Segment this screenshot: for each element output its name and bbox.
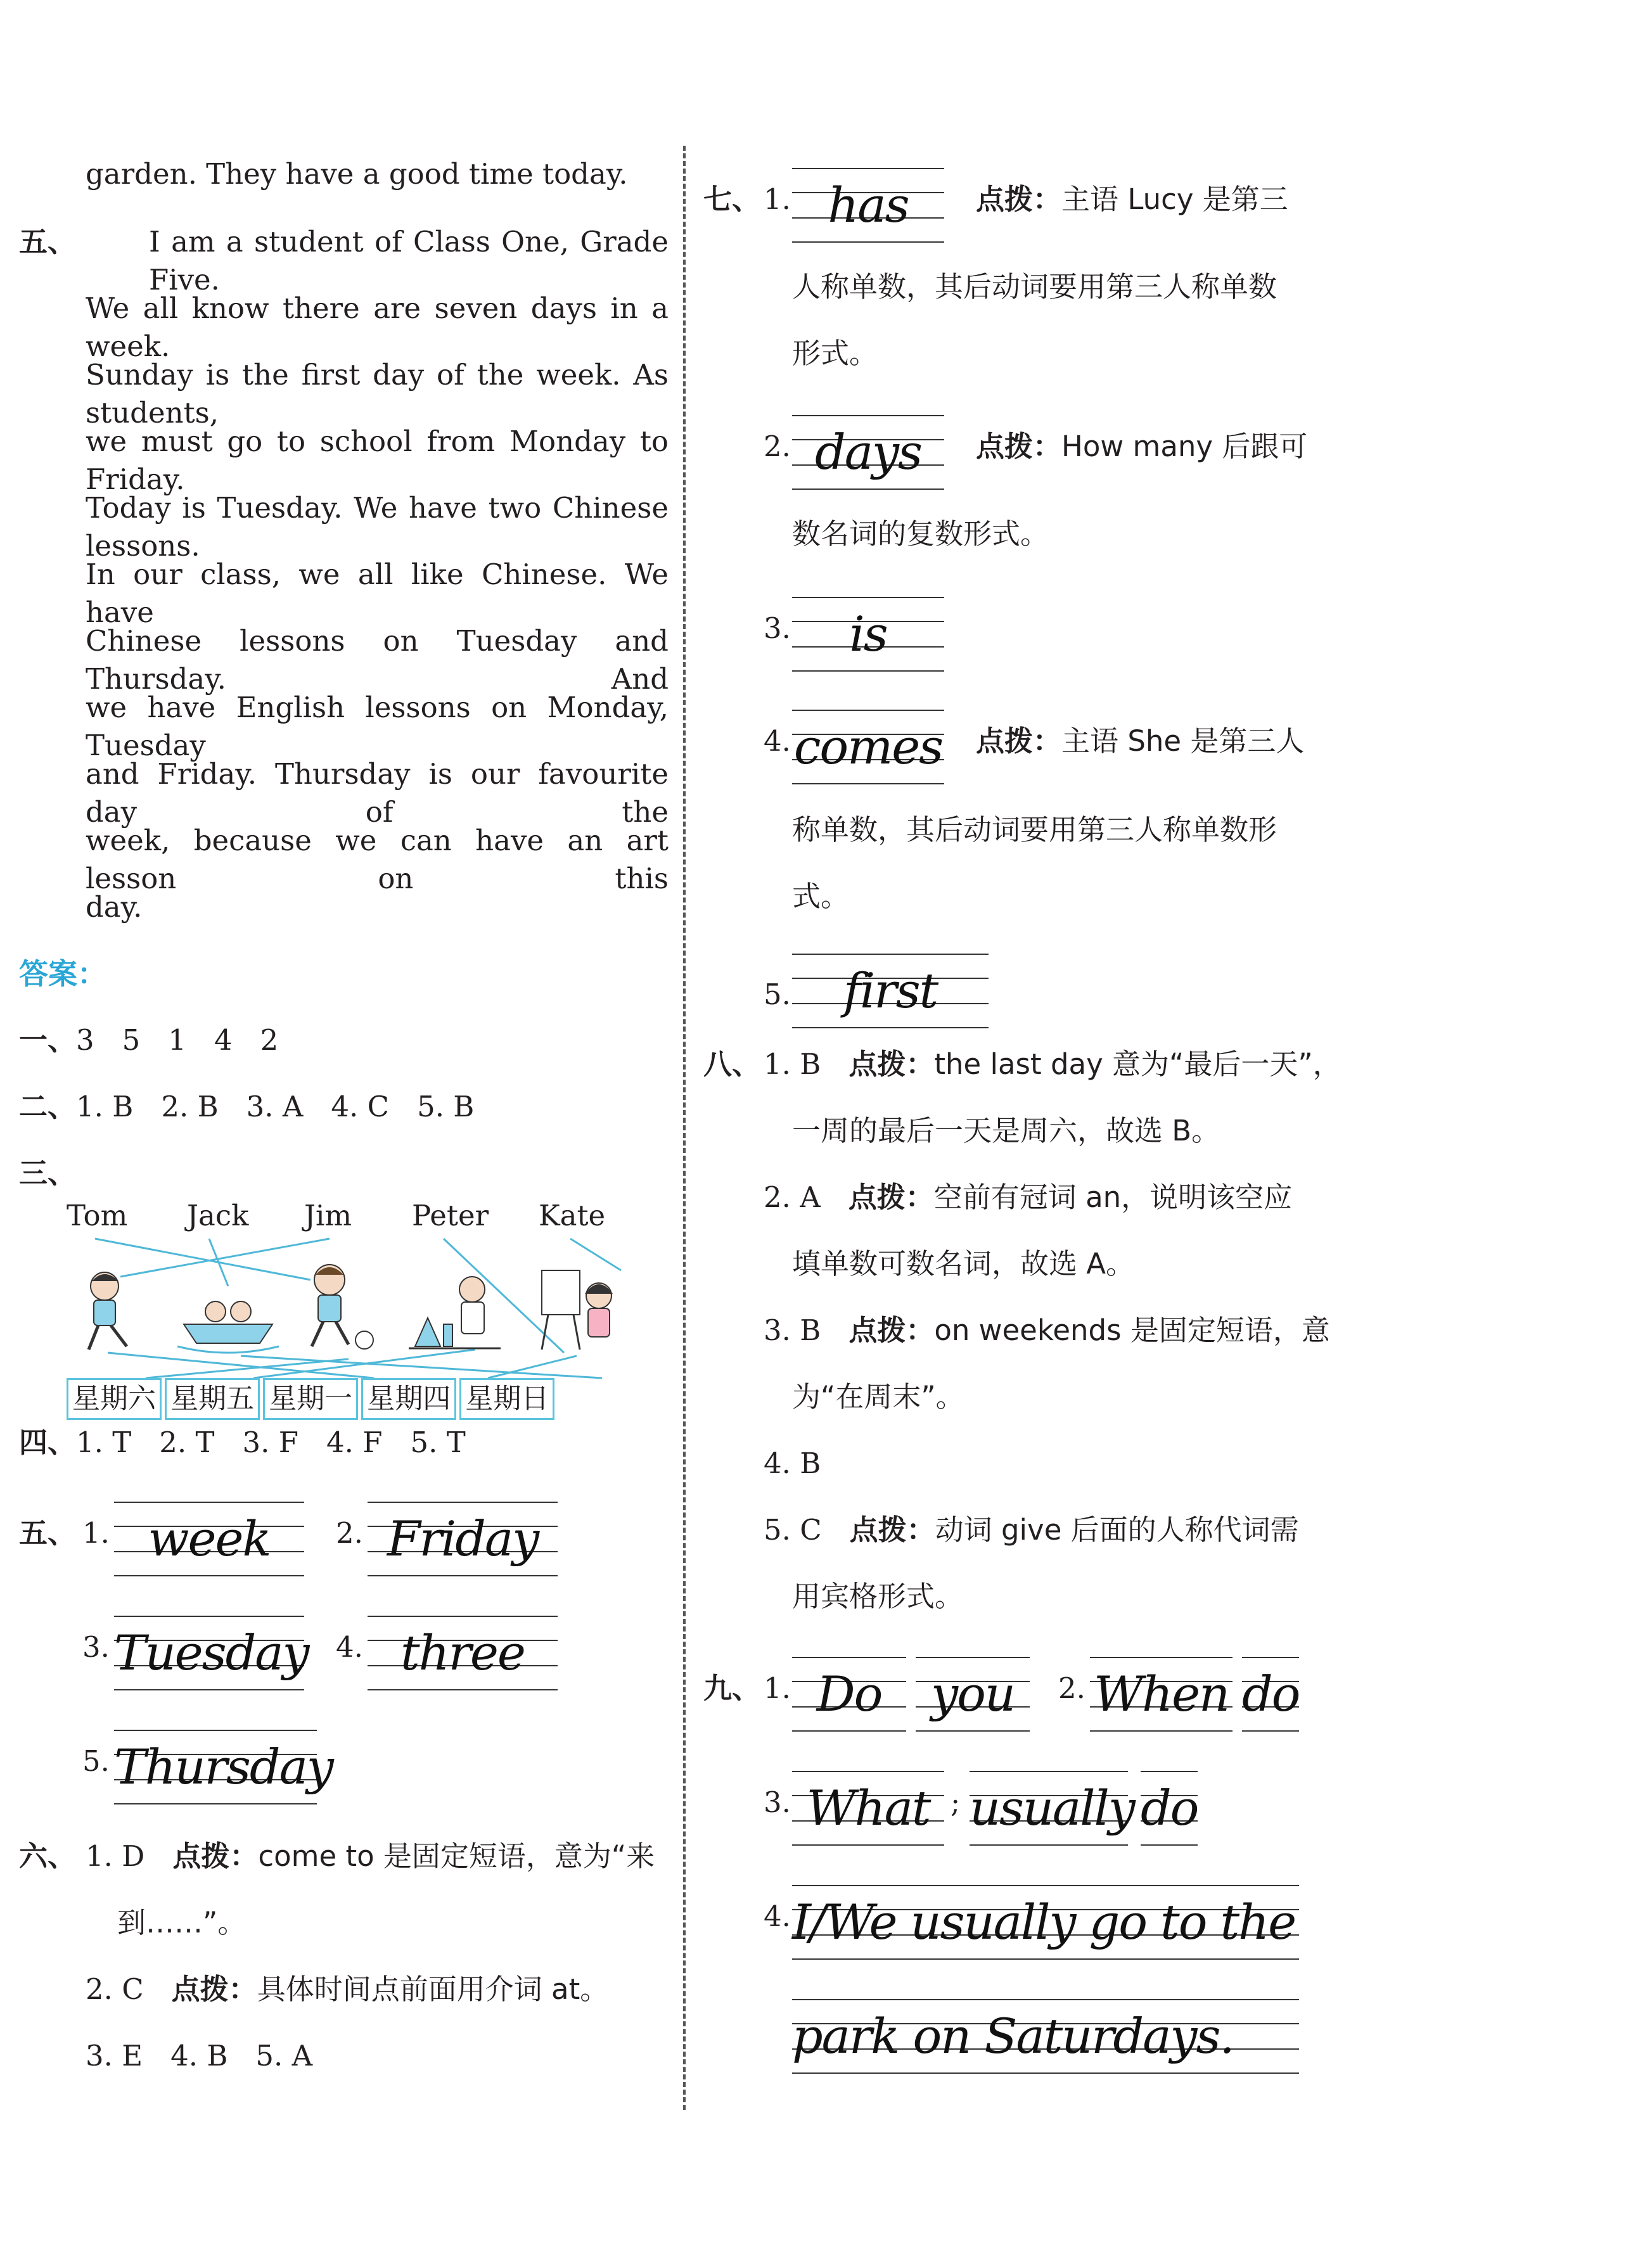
section-2-row — [19, 1088, 474, 1126]
column-divider — [683, 146, 686, 2110]
handwriting-answer: Thursday — [114, 1730, 317, 1804]
science-lab-illustration — [409, 1277, 501, 1348]
boat-illustration — [177, 1301, 279, 1353]
day-box: 星期一 — [263, 1378, 358, 1420]
answer-item: 5. B — [417, 1090, 475, 1123]
section-6-items-3-5: 3. E 4. B 5. A — [86, 2039, 313, 2072]
tip-text: 一周的最后一天是周六，故选 B。 — [792, 1114, 1220, 1147]
handwriting-answer: Tuesday — [114, 1616, 304, 1690]
handwriting-answer: do — [1242, 1657, 1299, 1732]
match-line — [570, 1239, 621, 1270]
section-8-item-2: 2. A 点拨：空前有冠词 an，说明该空应 — [764, 1180, 1293, 1214]
match-line — [253, 1350, 475, 1378]
kid-running-illustration — [89, 1272, 127, 1350]
passage-line: I am a student of Class One, Grade Five. — [149, 225, 669, 297]
item-number: 5. — [82, 1744, 110, 1778]
item-number: 2. — [764, 430, 791, 463]
answer-item: 1. B — [76, 1090, 134, 1123]
tip-text: 数名词的复数形式。 — [792, 517, 1049, 551]
day-box: 星期四 — [361, 1378, 456, 1420]
name-jim: Jim — [304, 1199, 352, 1232]
tip-1: 点拨：主语 Lucy 是第三 — [976, 182, 1288, 216]
item-number: 3. — [82, 1630, 110, 1664]
section-7-marker: 七、 — [703, 182, 761, 216]
name-jack: Jack — [187, 1199, 249, 1232]
section-6-item-1: 1. D 点拨：come to 是固定短语，意为“来 — [86, 1839, 655, 1873]
match-line — [146, 1359, 349, 1378]
match-line — [95, 1239, 311, 1280]
item-number: 1. — [764, 182, 791, 216]
match-line — [120, 1239, 330, 1277]
tip-label: 点拨： — [171, 1972, 257, 2006]
handwriting-answer: first — [792, 954, 989, 1028]
passage-line: we have English lessons on Monday, Tuesday — [86, 691, 669, 762]
answer-item: 1. T — [76, 1426, 132, 1459]
tip-text: 式。 — [792, 879, 850, 913]
section-6-marker: 六、 — [19, 1839, 77, 1873]
separator: ; — [951, 1785, 961, 1819]
match-line — [241, 1356, 602, 1378]
handwriting-answer: do — [1141, 1771, 1198, 1846]
passage-line: Chinese lessons on Tuesday and Thursday. And — [86, 624, 669, 696]
section-8-item-1: 1. B 点拨：the last day 意为“最后一天”， — [764, 1047, 1341, 1081]
passage-line: garden. They have a good time today. — [86, 157, 628, 191]
item-number: 3. — [764, 611, 791, 645]
passage-line: day. — [86, 890, 143, 924]
item-number: 1. — [764, 1671, 791, 1705]
kid-football-illustration — [312, 1265, 373, 1349]
answer-item: 1 — [168, 1023, 186, 1057]
section-1-row — [19, 1021, 278, 1059]
section-1-marker: 一、 — [19, 1023, 77, 1057]
section-2-marker: 二、 — [19, 1090, 77, 1123]
handwriting-answer: usually — [970, 1771, 1128, 1846]
answers-title: 答案： — [19, 957, 106, 991]
section-8-marker: 八、 — [703, 1047, 761, 1081]
section-8-item-3: 3. B 点拨：on weekends 是固定短语，意 — [764, 1313, 1330, 1347]
passage-line: In our class, we all like Chinese. We have — [86, 558, 669, 629]
passage-line: week, because we can have an art lesson on this — [86, 824, 669, 895]
answer-item: 4 — [214, 1023, 233, 1057]
day-boxes — [67, 1378, 554, 1420]
answer-item: 3. F — [242, 1426, 299, 1459]
tip-text: 形式。 — [792, 336, 878, 370]
passage-line: and Friday. Thursday is our favourite day of the — [86, 757, 669, 829]
passage-line: Today is Tuesday. We have two Chinese lessons. — [86, 491, 669, 563]
answer-item: 5. T — [410, 1426, 466, 1459]
section-3-marker: 三、 — [19, 1156, 77, 1190]
passage-line: Sunday is the first day of the week. As students, — [86, 358, 669, 430]
handwriting-answer: comes — [792, 710, 944, 784]
handwriting-answer: What — [792, 1771, 944, 1846]
handwriting-answer: Do — [792, 1657, 906, 1732]
tip-text: 人称单数，其后动词要用第三人称单数 — [792, 270, 1277, 303]
item-number: 3. — [764, 1785, 791, 1819]
handwriting-answer: has — [792, 168, 944, 243]
match-line — [488, 1356, 577, 1378]
section-8-item-5: 5. C 点拨：动词 give 后面的人称代词需 — [764, 1513, 1299, 1547]
item-number: 5. — [764, 978, 791, 1011]
section-5-marker: 五、 — [19, 225, 77, 259]
name-tom: Tom — [67, 1199, 128, 1232]
handwriting-answer: Friday — [368, 1502, 558, 1576]
item-number: 2. — [336, 1516, 363, 1550]
answer-item: 4. C — [331, 1090, 390, 1123]
item-number: 4. — [764, 724, 791, 758]
tip-2: 点拨：How many 后跟可 — [976, 430, 1308, 463]
tip-text: 为“在周末”。 — [792, 1380, 964, 1414]
item-number: 4. — [336, 1630, 363, 1664]
passage-line: We all know there are seven days in a week. — [86, 291, 669, 363]
section-9-marker: 九、 — [703, 1671, 761, 1705]
passage-line: we must go to school from Monday to Friday. — [86, 425, 669, 496]
handwriting-answer: park on Saturdays. — [792, 1999, 1299, 2074]
name-peter: Peter — [412, 1199, 489, 1232]
name-kate: Kate — [539, 1199, 606, 1232]
day-box: 星期六 — [67, 1378, 162, 1420]
handwriting-answer: you — [916, 1657, 1030, 1732]
answer-item: 2. T — [159, 1426, 215, 1459]
answer-item: 3. A — [246, 1090, 304, 1123]
painting-illustration — [542, 1270, 613, 1350]
section-4-marker: 四、 — [19, 1426, 77, 1459]
handwriting-answer: week — [114, 1502, 304, 1576]
tip-label: 点拨： — [172, 1839, 259, 1873]
tip-text: 用宾格形式。 — [792, 1580, 964, 1613]
section-4-row — [19, 1424, 466, 1462]
matching-names — [19, 1199, 665, 1237]
answer-item: 2. B — [161, 1090, 219, 1123]
item-number: 4. — [764, 1900, 791, 1933]
handwriting-answer: When — [1090, 1657, 1233, 1732]
tip-4: 点拨：主语 She 是第三人 — [976, 724, 1305, 758]
handwriting-answer: is — [792, 597, 944, 672]
answer-item: 2 — [260, 1023, 279, 1057]
answer-item: 4. F — [326, 1426, 383, 1459]
section-5-answer-marker: 五、 — [19, 1516, 77, 1550]
answer-item: 3 — [76, 1023, 94, 1057]
section-8-item-4: 4. B — [764, 1446, 821, 1480]
answer-item: 5 — [122, 1023, 141, 1057]
handwriting-answer: three — [368, 1616, 558, 1690]
handwriting-answer: I/We usually go to the — [792, 1885, 1299, 1960]
tip-text: 填单数可数名词，故选 A。 — [792, 1247, 1135, 1280]
section-6-item-1-cont: 到……”。 — [117, 1906, 247, 1939]
item-number: 1. — [82, 1516, 110, 1550]
match-line — [209, 1239, 228, 1286]
section-6-item-2: 2. C 点拨：具体时间点前面用介词 at。 — [86, 1972, 609, 2006]
item-number: 2. — [1058, 1671, 1085, 1705]
day-box: 星期日 — [459, 1378, 554, 1420]
day-box: 星期五 — [165, 1378, 260, 1420]
tip-text: 称单数，其后动词要用第三人称单数形 — [792, 813, 1277, 846]
handwriting-answer: days — [792, 415, 944, 490]
